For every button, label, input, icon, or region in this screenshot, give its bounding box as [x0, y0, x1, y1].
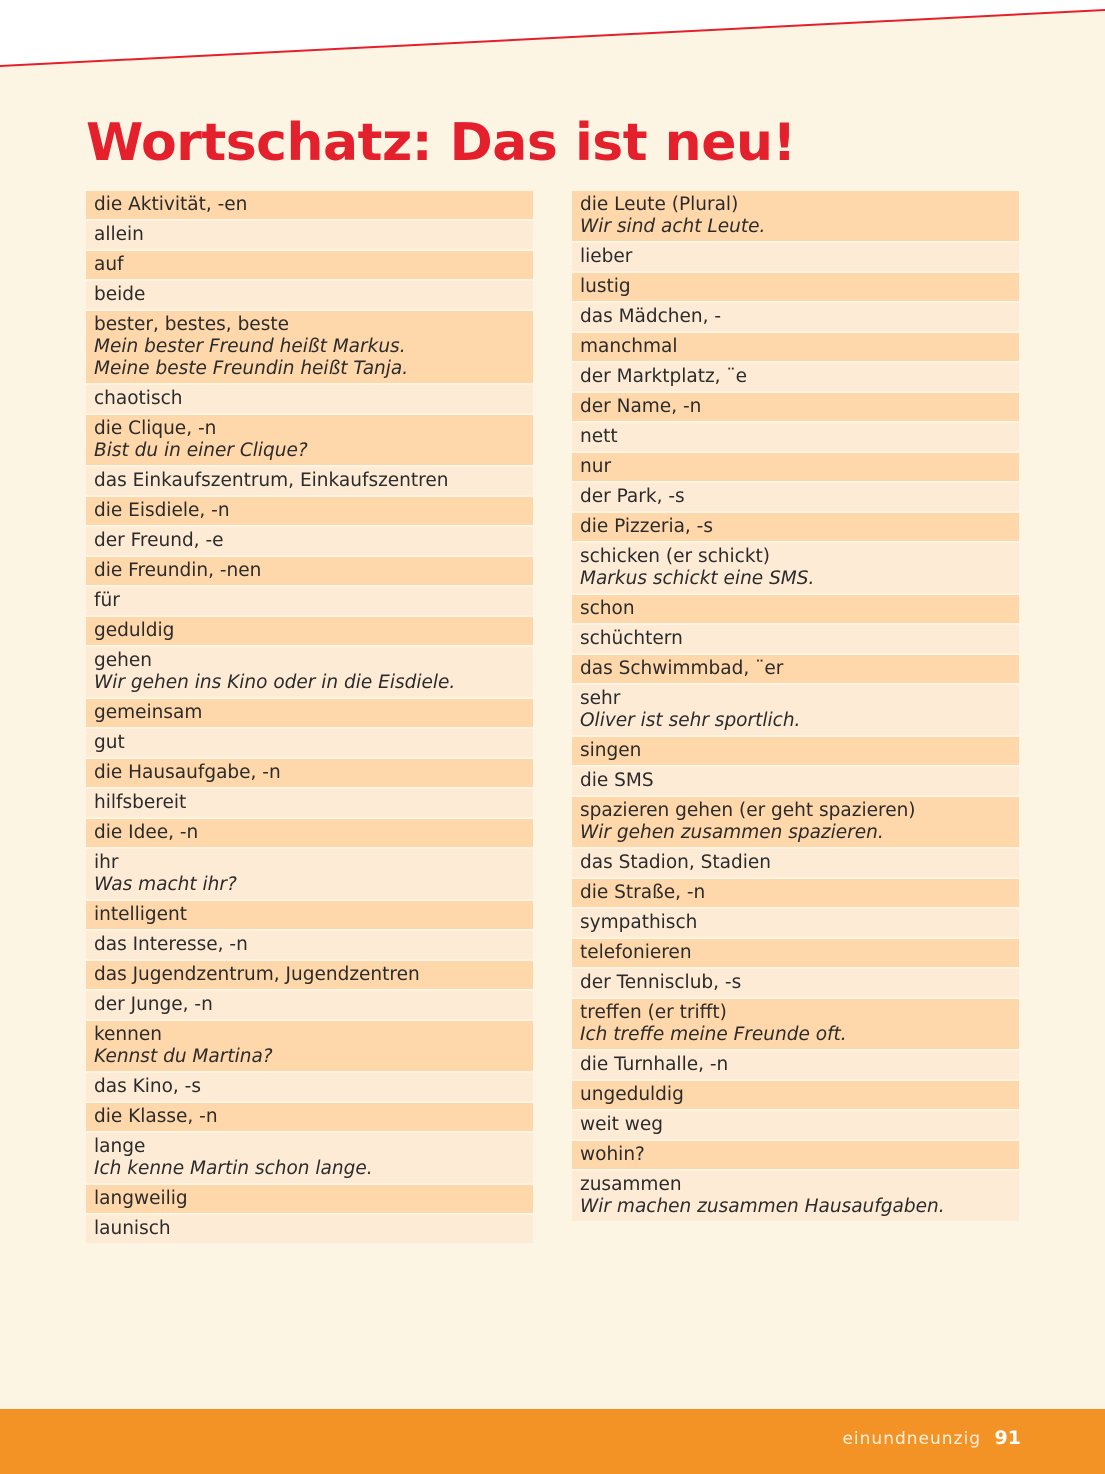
vocab-row — [572, 191, 1019, 241]
vocab-term: die Pizzeria, -s — [580, 516, 713, 537]
vocab-row — [86, 819, 533, 847]
vocab-example-sentence: Ich kenne Martin schon lange. — [94, 1158, 373, 1179]
vocab-term: zusammen — [580, 1174, 682, 1195]
vocab-term: der Freund, -e — [94, 530, 224, 551]
vocab-term: weit weg — [580, 1114, 664, 1135]
vocab-term: lieber — [580, 246, 633, 267]
vocab-example-sentence: Wir sind acht Leute. — [580, 216, 766, 237]
vocab-row — [86, 901, 533, 929]
vocab-term: chaotisch — [94, 388, 183, 409]
vocab-row — [86, 617, 533, 645]
vocab-term: der Name, -n — [580, 396, 702, 417]
vocab-term: das Mädchen, - — [580, 306, 722, 327]
vocab-row — [572, 879, 1019, 907]
vocab-term: lange — [94, 1136, 146, 1157]
vocab-term: schon — [580, 598, 635, 619]
vocab-row — [572, 243, 1019, 271]
vocab-row — [86, 221, 533, 249]
vocab-row — [572, 423, 1019, 451]
vocab-row — [86, 311, 533, 383]
vocab-row — [86, 1185, 533, 1213]
vocab-row — [86, 1073, 533, 1101]
vocab-row — [86, 699, 533, 727]
vocab-example-sentence: Wir gehen ins Kino oder in die Eisdiele. — [94, 672, 456, 693]
vocab-row — [572, 1051, 1019, 1079]
vocab-example-sentence: Kennst du Martina? — [94, 1046, 273, 1067]
vocab-term: die Idee, -n — [94, 822, 199, 843]
vocab-row — [86, 467, 533, 495]
vocab-row — [572, 999, 1019, 1049]
vocab-term: singen — [580, 740, 642, 761]
vocab-row — [86, 1021, 533, 1071]
vocab-term: die Turnhalle, -n — [580, 1054, 729, 1075]
vocab-term: der Tennisclub, -s — [580, 972, 742, 993]
vocab-term: schicken (er schickt) — [580, 546, 771, 567]
vocab-term: manchmal — [580, 336, 678, 357]
vocab-row — [86, 191, 533, 219]
vocab-row — [572, 737, 1019, 765]
vocab-term: lustig — [580, 276, 631, 297]
vocab-term: das Jugendzentrum, Jugendzentren — [94, 964, 420, 985]
vocab-row — [572, 303, 1019, 331]
vocab-row — [86, 849, 533, 899]
vocab-term: gut — [94, 732, 125, 753]
vocab-example-sentence: Meine beste Freundin heißt Tanja. — [94, 358, 409, 379]
vocab-term: schüchtern — [580, 628, 683, 649]
vocab-row — [86, 385, 533, 413]
vocab-row — [86, 1133, 533, 1183]
vocab-term: das Einkaufszentrum, Einkaufszentren — [94, 470, 449, 491]
vocab-row — [86, 729, 533, 757]
vocab-term: ihr — [94, 852, 119, 873]
vocab-row — [572, 969, 1019, 997]
vocab-term: treffen (er trifft) — [580, 1002, 727, 1023]
vocab-term: ungeduldig — [580, 1084, 684, 1105]
vocab-term: die Hausaufgabe, -n — [94, 762, 281, 783]
vocab-term: das Interesse, -n — [94, 934, 248, 955]
vocab-term: gemeinsam — [94, 702, 203, 723]
vocab-row — [572, 273, 1019, 301]
vocab-term: gehen — [94, 650, 152, 671]
vocab-term: spazieren gehen (er geht spazieren) — [580, 800, 916, 821]
vocab-row — [572, 1141, 1019, 1169]
vocab-example-sentence: Was macht ihr? — [94, 874, 237, 895]
vocab-row — [86, 931, 533, 959]
footer-bar — [0, 1409, 1105, 1474]
vocab-term: die Freundin, -nen — [94, 560, 262, 581]
vocab-row — [572, 625, 1019, 653]
vocab-term: sehr — [580, 688, 621, 709]
vocab-term: der Marktplatz, ¨e — [580, 366, 748, 387]
vocab-term: das Schwimmbad, ¨er — [580, 658, 784, 679]
page-number: 91 — [994, 1427, 1021, 1449]
vocab-example-sentence: Wir machen zusammen Hausaufgaben. — [580, 1196, 945, 1217]
vocab-term: bester, bestes, beste — [94, 314, 289, 335]
vocab-term: geduldig — [94, 620, 175, 641]
page-title: Wortschatz: Das ist neu! — [86, 113, 796, 173]
vocab-column-left — [86, 191, 533, 1243]
vocab-term: auf — [94, 254, 124, 275]
vocab-row — [572, 1171, 1019, 1221]
vocab-row — [572, 483, 1019, 511]
vocab-row — [86, 497, 533, 525]
vocab-example-sentence: Wir gehen zusammen spazieren. — [580, 822, 884, 843]
vocab-row — [572, 1081, 1019, 1109]
vocab-row — [572, 1111, 1019, 1139]
vocab-row — [572, 939, 1019, 967]
vocab-row — [572, 655, 1019, 683]
vocab-row — [572, 543, 1019, 593]
vocab-row — [86, 557, 533, 585]
vocab-term: die Leute (Plural) — [580, 194, 739, 215]
vocab-example-sentence: Mein bester Freund heißt Markus. — [94, 336, 406, 357]
vocab-term: beide — [94, 284, 146, 305]
vocab-term: sympathisch — [580, 912, 698, 933]
vocab-example-sentence: Bist du in einer Clique? — [94, 440, 308, 461]
vocab-row — [86, 587, 533, 615]
vocab-term: kennen — [94, 1024, 162, 1045]
vocab-term: das Stadion, Stadien — [580, 852, 771, 873]
vocab-row — [572, 797, 1019, 847]
vocab-row — [86, 647, 533, 697]
vocab-row — [86, 415, 533, 465]
vocab-row — [572, 333, 1019, 361]
vocab-row — [86, 789, 533, 817]
vocab-example-sentence: Markus schickt eine SMS. — [580, 568, 815, 589]
vocab-term: der Junge, -n — [94, 994, 213, 1015]
vocab-row — [86, 1103, 533, 1131]
vocab-term: nett — [580, 426, 618, 447]
vocab-row — [572, 393, 1019, 421]
vocab-term: nur — [580, 456, 612, 477]
top-diagonal-band — [0, 0, 1105, 70]
vocab-term: allein — [94, 224, 144, 245]
vocab-term: wohin? — [580, 1144, 645, 1165]
vocab-term: telefonieren — [580, 942, 692, 963]
vocab-term: langweilig — [94, 1188, 188, 1209]
vocab-row — [86, 281, 533, 309]
vocab-term: die Straße, -n — [580, 882, 706, 903]
vocab-example-sentence: Oliver ist sehr sportlich. — [580, 710, 801, 731]
vocab-row — [86, 527, 533, 555]
vocab-example-sentence: Ich treffe meine Freunde oft. — [580, 1024, 847, 1045]
vocab-row — [572, 685, 1019, 735]
page-number-word: einundneunzig — [842, 1429, 981, 1449]
vocab-row — [572, 513, 1019, 541]
vocab-term: hilfsbereit — [94, 792, 187, 813]
vocab-row — [572, 363, 1019, 391]
vocab-term: das Kino, -s — [94, 1076, 201, 1097]
vocab-term: der Park, -s — [580, 486, 685, 507]
vocab-row — [572, 909, 1019, 937]
vocab-term: die Eisdiele, -n — [94, 500, 230, 521]
vocab-row — [86, 961, 533, 989]
vocab-term: die SMS — [580, 770, 654, 791]
vocab-row — [572, 453, 1019, 481]
vocab-row — [86, 991, 533, 1019]
vocab-row — [86, 1215, 533, 1243]
vocab-row — [572, 849, 1019, 877]
vocab-term: die Klasse, -n — [94, 1106, 218, 1127]
vocab-term: für — [94, 590, 120, 611]
vocab-row — [86, 759, 533, 787]
vocab-term: die Clique, -n — [94, 418, 217, 439]
vocab-row — [86, 251, 533, 279]
vocab-row — [572, 767, 1019, 795]
vocab-term: die Aktivität, -en — [94, 194, 248, 215]
vocab-term: intelligent — [94, 904, 188, 925]
vocab-column-right — [572, 191, 1019, 1221]
vocab-row — [572, 595, 1019, 623]
vocab-term: launisch — [94, 1218, 171, 1239]
